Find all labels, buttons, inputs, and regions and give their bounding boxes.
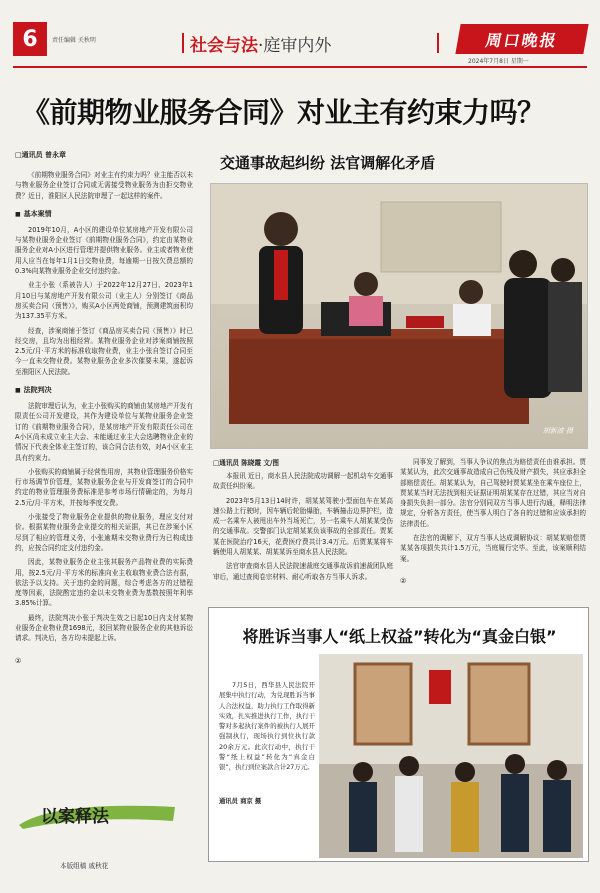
page-header — [0, 0, 600, 66]
article-paragraph: 同事发了解到，当事人争议的焦点为赔偿责任由谁承担。贾某某认为，此次交通事故造成自己伤残及财产损失，其应承担全部赔偿责任。胡某某认为，自己驾驶时贾某某坐在乘车座位上，贾某某当时无法找到相关证据证明胡某某存在过错，其应当对自身损失负担一部分。法官分别同双方当事人进行沟通，释明法律规定，分析各方责任，使当事人明白了各自的过错和应该承担的法律责任。 — [400, 458, 586, 528]
subhead-judgment: ■ 法院判决 — [15, 385, 193, 395]
issue-date: 2024年7月8日 星期一 — [468, 58, 529, 65]
case-law-banner — [15, 797, 180, 831]
mid-article — [213, 471, 393, 586]
page-footer: 本版组稿 戚秋花 — [60, 862, 109, 870]
article-intro: 《前期物业服务合同》对业主有约束力吗？业主能否以未与物业服务企业签订合同或无需接受物业服务为由拒交物业费？近日，淮阳区人民法院审理了一起这样的案件。 — [15, 171, 193, 200]
article-paragraph: 因此，某物业服务企业主张其服务产品物业费的实际费用，按2.5元/月·平方米的标准向业主收取物业费合法有据，依法予以支持。关于违约金的问题，综合考虑各方的过错程度等因素，法院酌定违约金以未交物业费为基数按照年利率3.85%计算。 — [15, 558, 193, 608]
article-paragraph: 在法官的调解下，双方当事人达成调解协议：胡某某赔偿贾某某各项损失共计1.5万元，当庭履行完毕。至此，该案顺利结案。 — [400, 534, 586, 563]
section-main: 社会与法 — [190, 36, 258, 56]
logo-text: 以案释法 — [41, 807, 109, 827]
box-text — [219, 680, 315, 777]
box-headline: 将胜诉当事人“纸上权益”转化为“真金白银” — [242, 627, 557, 646]
end-mark: ② — [15, 656, 22, 665]
article-paragraph: 2019年10月，A小区的建设单位某房地产开发有限公司与某物业服务企业签订《前期物业服务合同》，约定由某物业服务企业对A小区进行管理并提供物业服务。业主或者物业使用人应当在每年1月1日交物业费，每逾期一日按欠费总额的0.3%向某物业服务企业交付违约金。 — [15, 225, 193, 276]
courtroom-photo — [210, 183, 588, 449]
divider — [182, 33, 184, 53]
courtroom-illustration — [211, 184, 588, 449]
article-paragraph: 2023年5月13日14时许，胡某某驾驶小型面包车在某高速公路上行驶时，因车辆后轮胎爆胎，车辆撞击边界护栏，造成一名乘车人被甩出车外当场死亡，另一名乘车人胡某某受伤的交通事故。交警部门认定胡某某负该事故的全部责任。贾某某在医院治疗16天，花费医疗费共计3.4万元。后贾某某将车辆使用人胡某某、胡某某诉至商水县人民法院。 — [213, 496, 393, 557]
sub-headline: 交通事故起纠纷 法官调解化矛盾 — [220, 154, 436, 172]
end-mark: ② — [400, 576, 407, 585]
subhead-basic-facts: ■ 基本案情 — [15, 209, 193, 219]
byline: □通讯员 曾永章 — [15, 151, 67, 159]
masthead-logo: 周口晚报 — [455, 24, 588, 54]
article-paragraph: 法官审查商水县人民法院速裁庭交通事故诉前速裁团队庭审后，通过查阅卷宗材料、耐心听取各方当事人诉求。 — [213, 562, 393, 581]
right-article — [400, 457, 586, 587]
editor-credit: 责任编辑 关秋明 — [52, 37, 96, 44]
header-rule — [13, 66, 587, 68]
article-paragraph: 7月5日，西华县人民法院开展集中执行行动，为兑现胜诉当事人合法权益，助力执行工作取得新实效，扎实推进执行工作，执行干警对多起执行案件的被执行人展开强制执行，现场执行到位执行款20余万元。此次行动中，执行干警“纸上权益”转化为“真金白银”，执行到位案款合计27万元。 — [219, 681, 315, 772]
main-headline: 《前期物业服务合同》对业主有约束力吗？ — [22, 96, 545, 129]
page-number: 6 — [13, 22, 47, 56]
article-paragraph: 小张购买的商铺属于经营性用房，其物业管理服务价格实行市场调节价管理，某物业服务企业与开发商签订的合同中约定的物业管理服务费标准是参考市场行情确定的，为每月2.5元/月·平方米，并按每季度交费。 — [15, 467, 193, 507]
section-title — [190, 31, 331, 56]
byline: 通讯员 商京 摄 — [219, 798, 262, 805]
section-dot: · — [258, 36, 264, 56]
article-paragraph: 法院审理后认为，业主小张购买的商铺由某房地产开发有限责任公司开发建设，其作为建设单位与某物业服务企业签订的《前期物业服务合同》，是某房地产开发有限责任公司在A小区尚未成立业主大会、未能通过业主大会选聘物业企业的情况下代表全体业主签订的，该合同合法有效，对A小区业主具有约束力。 — [15, 402, 193, 462]
enforcement-illustration — [319, 654, 583, 858]
article-paragraph: 小张接受了物业服务企业提供的物业服务，理应支付对价。根据某物业服务企业提交的相关证据，其已在涉案小区尽到了相应的管理义务，小张逾期未交物业费行为已构成违约，应按合同约定支付违约金。 — [15, 513, 193, 552]
section-sub: 庭审内外 — [263, 36, 332, 56]
left-article — [15, 150, 193, 667]
article-paragraph: 最终，法院判决小张于判决生效之日起10日内支付某物业服务企业物业费1698元，驳回某物业服务企业的其他诉讼请求。判决后，各方均未提起上诉。 — [15, 613, 193, 643]
article-paragraph: 本报讯 近日，商水县人民法院成功调解一起机动车交通事故责任纠纷案。 — [213, 472, 393, 491]
article-paragraph: 经查，涉案商铺于签订《商品房买卖合同（预售）》时已经交房，且均为出租经营。某物业服务企业对涉案商铺按照2.5元/月·平方米的标准收取物业费，业主小张自签订合同至今一直未交物业费。某物业服务企业多次催要未果，遂起诉至淮阳区人民法院。 — [15, 326, 193, 376]
photo-credit: 胡新波 摄 — [542, 427, 573, 435]
byline: □通讯员 陈晓霞 文/图 — [213, 459, 279, 467]
enforcement-box — [208, 607, 589, 862]
enforcement-photo — [319, 654, 583, 858]
case-law-logo — [15, 797, 180, 831]
article-paragraph: 业主小张（系被告人）于2022年12月27日、2023年1月10日与某房地产开发有限公司（业主人）分别签订《商品房买卖合同（预售）》，购买A小区两处商铺，预测建筑面积均为137.35平方米。 — [15, 281, 193, 321]
divider — [437, 33, 439, 53]
